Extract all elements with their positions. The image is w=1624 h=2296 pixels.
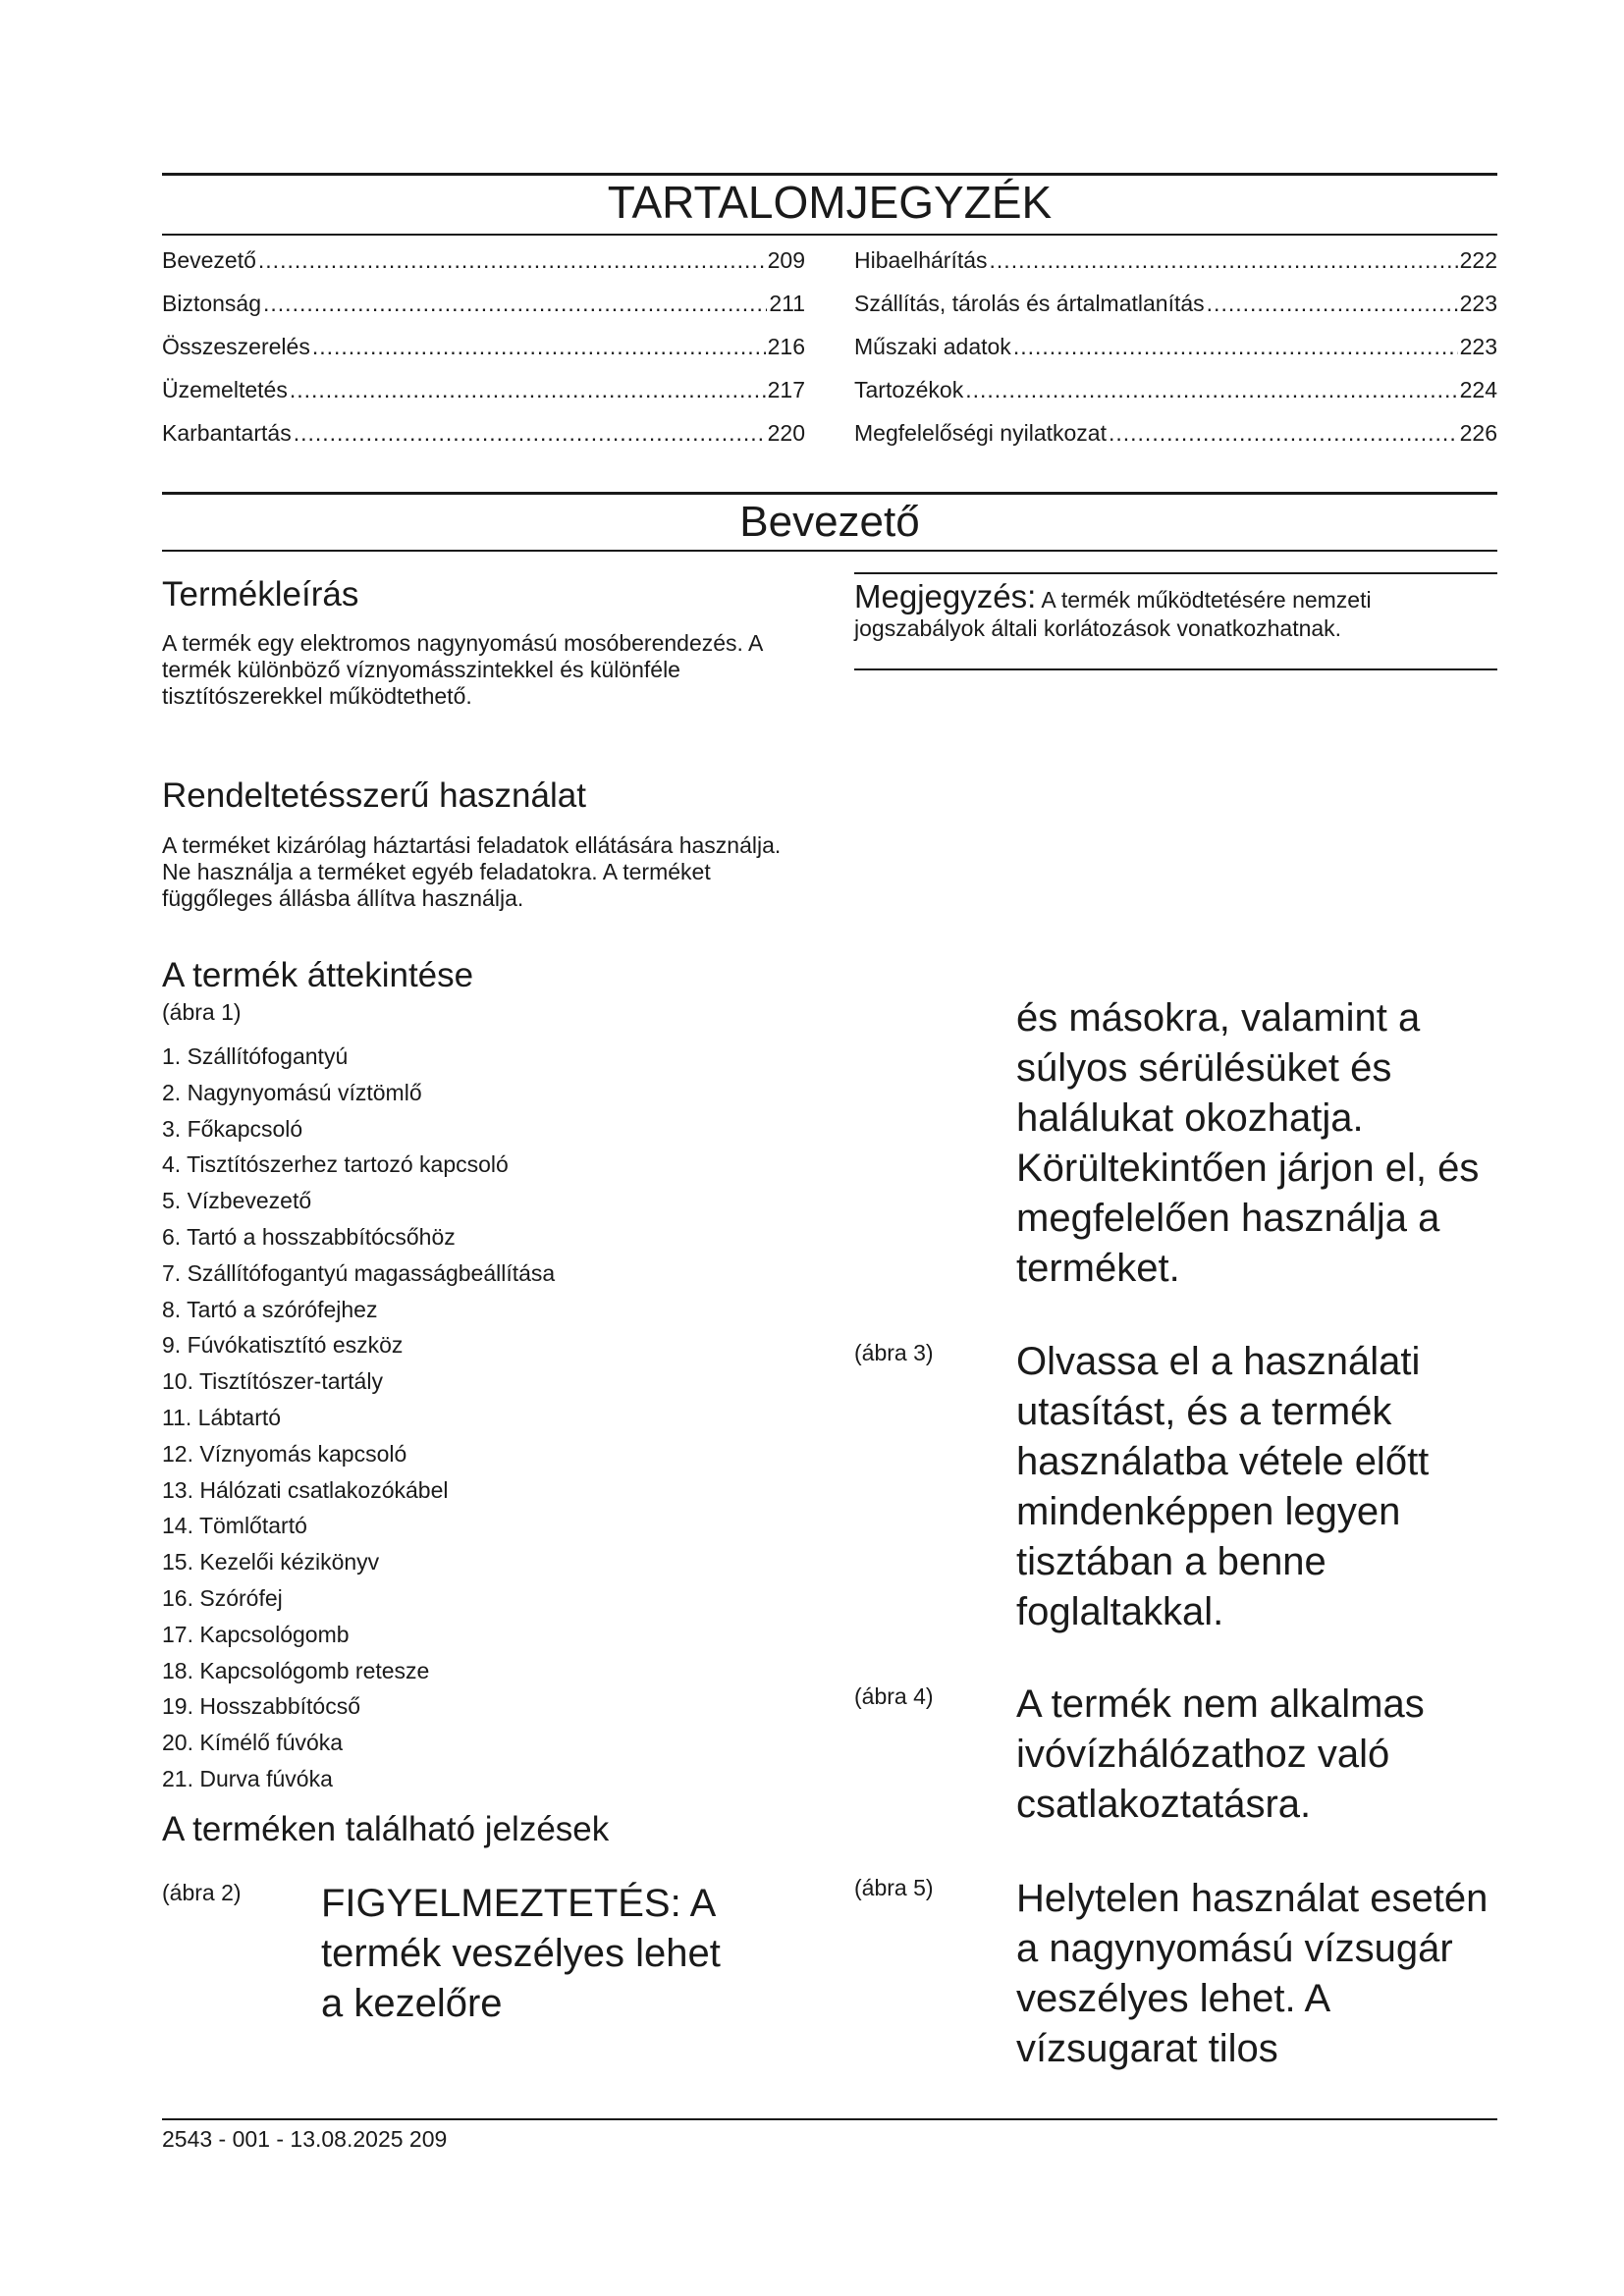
list-item: 16. Szórófej (162, 1584, 283, 1611)
figure-ref-2: (ábra 2) (162, 1880, 242, 1905)
list-item: 3. Főkapcsoló (162, 1115, 303, 1142)
warning-text-fig5: Helytelen használat esetén a nagynyomású vízsugár veszélyes lehet. A vízsugarat tilos (1016, 1877, 1489, 2070)
warning-text-fig4: A termék nem alkalmas ivóvízhálózathoz való csatlakoztatásra. (1016, 1682, 1425, 1826)
list-item: 21. Durva fúvóka (162, 1765, 333, 1791)
section-title: Bevezető (739, 498, 920, 546)
note (854, 578, 1492, 643)
toc-entry[interactable] (162, 334, 805, 377)
list-item: 14. Tömlőtartó (162, 1513, 307, 1539)
list-item: 5. Vízbevezető (162, 1188, 312, 1214)
note-top-rule (854, 572, 1497, 574)
markings-heading: A terméken található jelzések (162, 1810, 610, 1848)
list-item: 7. Szállítófogantyú magasságbeállítása (162, 1259, 556, 1286)
footer-rule (162, 2118, 1497, 2120)
overview-figure-ref: (ábra 1) (162, 999, 242, 1025)
toc-entry[interactable] (854, 334, 1497, 377)
list-item: 20. Kímélő fúvóka (162, 1730, 344, 1756)
toc-entry-page: 209 (767, 247, 805, 273)
note-label: Megjegyzés: (854, 578, 1037, 614)
product-description-text: A termék egy elektromos nagynyomású mosóberendezés. A termék különböző víznyomásszintekkel és különféle tisztítószerekkel működtethető. (162, 630, 763, 709)
toc-entry[interactable] (854, 377, 1497, 420)
section-title-rule (162, 550, 1497, 552)
warning-text-fig2: FIGYELMEZTETÉS: A termék veszélyes lehet a kezelőre (321, 1882, 721, 2025)
toc-entry[interactable] (854, 247, 1497, 291)
toc-entry-label: Karbantartás (162, 420, 292, 446)
list-item: 6. Tartó a hosszabbítócsőhöz (162, 1223, 456, 1250)
figure-ref-4: (ábra 4) (854, 1683, 934, 1709)
toc-entry[interactable] (162, 377, 805, 420)
list-item: 12. Víznyomás kapcsoló (162, 1440, 407, 1467)
toc-entry-label: Megfelelőségi nyilatkozat (854, 420, 1107, 446)
toc-entry-page: 220 (767, 420, 805, 446)
toc-entry-label: Üzemeltetés (162, 377, 288, 402)
toc-left-column (162, 247, 805, 463)
list-item: 9. Fúvókatisztító eszköz (162, 1332, 404, 1359)
toc-entry-label: Tartozékok (854, 377, 964, 402)
warning-text-fig2-continued: és másokra, valamint a súlyos sérülésüket és halálukat okozhatja. Körültekintően járjon el, és megfelelően használja a terméket. (1016, 996, 1480, 1290)
toc-right-column (854, 247, 1497, 463)
toc-entry[interactable] (162, 291, 805, 334)
list-item: 2. Nagynyomású víztömlő (162, 1079, 422, 1105)
product-description-heading: Termékleírás (162, 575, 359, 614)
note-text: A termék működtetésére nemzeti jogszabályok általi korlátozások vonatkozhatnak. (854, 587, 1372, 641)
toc-entry-page: 211 (769, 291, 805, 316)
toc-entry-label: Hibaelhárítás (854, 247, 988, 273)
toc-entry-label: Műszaki adatok (854, 334, 1011, 359)
list-item: 10. Tisztítószer-tartály (162, 1368, 383, 1395)
toc-entry-page: 217 (767, 377, 805, 402)
toc-entry-label: Összeszerelés (162, 334, 310, 359)
intended-use-heading: Rendeltetésszerű használat (162, 776, 586, 815)
toc-title: TARTALOMJEGYZÉK (607, 177, 1053, 228)
toc-entry-page: 223 (1459, 334, 1497, 359)
toc-entry-page: 222 (1459, 247, 1497, 273)
list-item: 11. Lábtartó (162, 1404, 282, 1430)
list-item: 1. Szállítófogantyú (162, 1043, 349, 1069)
list-item: 18. Kapcsológomb retesze (162, 1657, 430, 1683)
list-item: 19. Hosszabbítócső (162, 1693, 361, 1720)
toc-entry-label: Szállítás, tárolás és ártalmatlanítás (854, 291, 1205, 316)
figure-ref-3: (ábra 3) (854, 1340, 934, 1365)
note-bottom-rule (854, 668, 1497, 670)
toc-entry-label: Bevezető (162, 247, 256, 273)
figure-ref-5: (ábra 5) (854, 1875, 934, 1900)
toc-entry-page: 224 (1459, 377, 1497, 402)
toc-entry-page: 216 (767, 334, 805, 359)
warning-text-fig3: Olvassa el a használati utasítást, és a termék használatba vétele előtt mindenképpen legyen tisztában a benne foglaltakkal. (1016, 1340, 1430, 1633)
footer-text: 2543 - 001 - 13.08.2025 209 (162, 2126, 448, 2152)
toc-title-rule (162, 234, 1497, 236)
toc-entry[interactable] (854, 291, 1497, 334)
list-item: 8. Tartó a szórófejhez (162, 1296, 378, 1322)
list-item: 13. Hálózati csatlakozókábel (162, 1476, 449, 1503)
list-item: 4. Tisztítószerhez tartozó kapcsoló (162, 1151, 509, 1178)
toc-entry-page: 226 (1459, 420, 1497, 446)
toc-entry[interactable] (162, 420, 805, 463)
parts-list (162, 1039, 555, 1797)
toc-entry[interactable] (162, 247, 805, 291)
toc-entry-label: Biztonság (162, 291, 262, 316)
list-item: 15. Kezelői kézikönyv (162, 1549, 380, 1575)
intended-use-text: A terméket kizárólag háztartási feladatok ellátására használja. Ne használja a terméket egyéb feladatokra. A terméket függőleges állásba állítva használja. (162, 832, 782, 911)
section-top-rule (162, 492, 1497, 495)
toc-entry[interactable] (854, 420, 1497, 463)
toc-entry-page: 223 (1459, 291, 1497, 316)
overview-heading: A termék áttekintése (162, 956, 474, 994)
list-item: 17. Kapcsológomb (162, 1621, 350, 1647)
